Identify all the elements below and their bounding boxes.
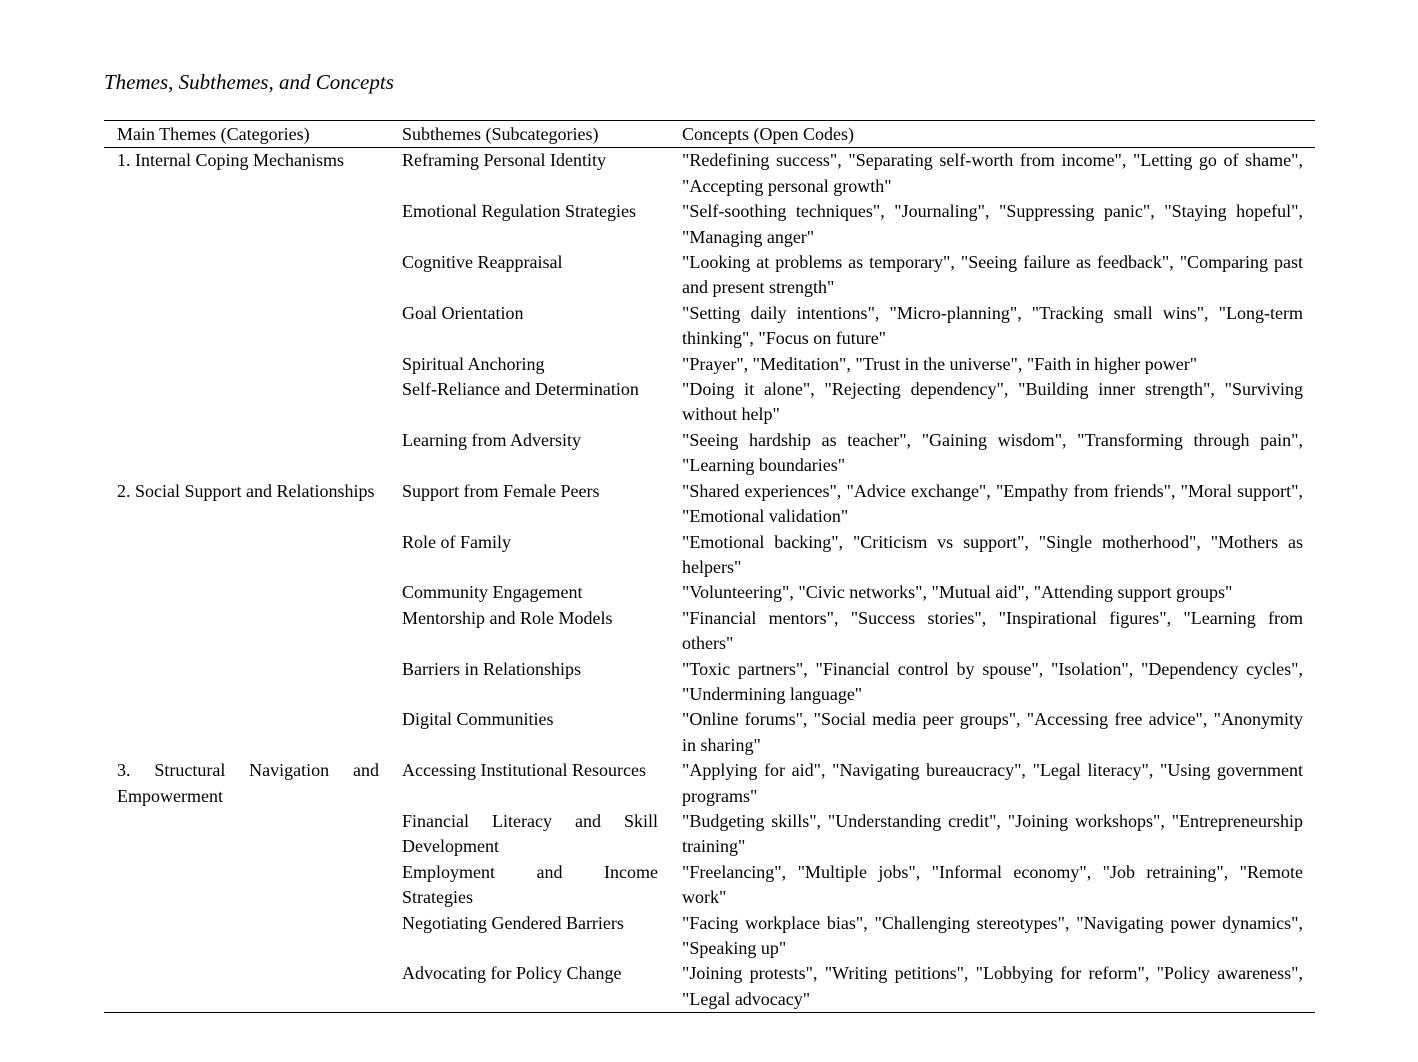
concepts-cell: "Volunteering", "Civic networks", "Mutual aid", "Attending support groups": [682, 582, 1233, 603]
header-concepts: Concepts (Open Codes): [682, 124, 854, 144]
table-row: [104, 479, 1315, 530]
table-row: [104, 530, 1315, 581]
theme-cell: [104, 530, 402, 581]
subtheme-cell: Role of Family: [402, 531, 511, 552]
subtheme-cell: Accessing Institutional Resources: [402, 760, 646, 781]
concepts-cell: "Doing it alone", "Rejecting dependency", "Building inner strength", "Surviving without help": [682, 379, 1303, 425]
table-body: [104, 148, 1315, 1013]
table-caption: Themes, Subthemes, and Concepts: [104, 70, 394, 94]
table-row: [104, 428, 1315, 479]
subtheme-cell: Emotional Regulation Strategies: [402, 201, 636, 222]
subtheme-cell: Digital Communities: [402, 709, 554, 730]
concepts-cell: "Prayer", "Meditation", "Trust in the universe", "Faith in higher power": [682, 353, 1198, 374]
subtheme-cell: Spiritual Anchoring: [402, 353, 545, 374]
concepts-cell: "Applying for aid", "Navigating bureaucracy", "Legal literacy", "Using government programs": [682, 760, 1303, 806]
theme-cell: [104, 911, 402, 962]
themes-table-container: [104, 120, 1315, 1013]
theme-cell: 2. Social Support and Relationships: [117, 480, 375, 501]
concepts-cell: "Online forums", "Social media peer groups", "Accessing free advice", "Anonymity in sharing": [682, 709, 1303, 755]
table-row: [104, 860, 1315, 911]
header-main-themes: Main Themes (Categories): [117, 124, 310, 144]
concepts-cell: "Setting daily intentions", "Micro-planning", "Tracking small wins", "Long-term thinking", "Focus on future": [682, 302, 1303, 349]
theme-cell: [104, 961, 402, 1012]
concepts-cell: "Shared experiences", "Advice exchange", "Empathy from friends", "Moral support", "Emotional validation": [682, 480, 1303, 527]
header-row: [104, 121, 1315, 148]
table-row: [104, 199, 1315, 250]
table-row: [104, 377, 1315, 428]
table-row: [104, 657, 1315, 708]
table-row: [104, 911, 1315, 962]
themes-table: [104, 120, 1315, 1013]
table-row: [104, 580, 1315, 605]
subtheme-cell: Self-Reliance and Determination: [402, 379, 639, 400]
theme-cell: [104, 199, 402, 250]
theme-cell: [104, 377, 402, 428]
concepts-cell: "Looking at problems as temporary", "Seeing failure as feedback", "Comparing past and present strength": [682, 252, 1303, 298]
subtheme-cell: Financial Literacy and Skill Development: [402, 810, 658, 857]
theme-cell: [104, 860, 402, 911]
theme-cell: [104, 707, 402, 758]
theme-cell: [104, 657, 402, 708]
table-row: [104, 758, 1315, 809]
subtheme-cell: Mentorship and Role Models: [402, 607, 613, 628]
table-row: [104, 301, 1315, 352]
subtheme-cell: Negotiating Gendered Barriers: [402, 912, 624, 933]
subtheme-cell: Goal Orientation: [402, 302, 524, 323]
theme-cell: [104, 250, 402, 301]
concepts-cell: "Emotional backing", "Criticism vs support", "Single motherhood", "Mothers as helpers": [682, 531, 1303, 577]
table-row: [104, 352, 1315, 377]
subtheme-cell: Advocating for Policy Change: [402, 963, 622, 984]
concepts-cell: "Budgeting skills", "Understanding credit", "Joining workshops", "Entrepreneurship training": [682, 810, 1303, 857]
table-header: [104, 121, 1315, 148]
concepts-cell: "Redefining success", "Separating self-worth from income", "Letting go of shame", "Accepting personal growth": [682, 150, 1303, 196]
table-row: [104, 961, 1315, 1012]
concepts-cell: "Joining protests", "Writing petitions", "Lobbying for reform", "Policy awareness", "Legal advocacy": [682, 963, 1303, 1009]
theme-cell: [104, 580, 402, 605]
concepts-cell: "Self-soothing techniques", "Journaling", "Suppressing panic", "Staying hopeful", "Managing anger": [682, 201, 1303, 247]
table-row: [104, 707, 1315, 758]
concepts-cell: "Financial mentors", "Success stories", "Inspirational figures", "Learning from others": [682, 607, 1303, 654]
table-row: [104, 809, 1315, 860]
subtheme-cell: Cognitive Reappraisal: [402, 252, 563, 273]
table-row: [104, 606, 1315, 657]
theme-cell: 3. Structural Navigation and Empowerment: [117, 760, 379, 806]
subtheme-cell: Learning from Adversity: [402, 429, 581, 450]
theme-cell: 1. Internal Coping Mechanisms: [117, 150, 344, 171]
theme-cell: [104, 428, 402, 479]
subtheme-cell: Support from Female Peers: [402, 480, 600, 501]
subtheme-cell: Reframing Personal Identity: [402, 150, 606, 171]
subtheme-cell: Barriers in Relationships: [402, 658, 581, 679]
theme-cell: [104, 301, 402, 352]
table-row: [104, 148, 1315, 199]
theme-cell: [104, 352, 402, 377]
header-subthemes: Subthemes (Subcategories): [402, 124, 599, 144]
concepts-cell: "Freelancing", "Multiple jobs", "Informal economy", "Job retraining", "Remote work": [682, 861, 1303, 908]
subtheme-cell: Community Engagement: [402, 582, 583, 603]
concepts-cell: "Seeing hardship as teacher", "Gaining wisdom", "Transforming through pain", "Learning boundaries": [682, 429, 1303, 476]
theme-cell: [104, 606, 402, 657]
theme-cell: [104, 809, 402, 860]
subtheme-cell: Employment and Income Strategies: [402, 861, 658, 908]
concepts-cell: "Toxic partners", "Financial control by spouse", "Isolation", "Dependency cycles", "Undermining language": [682, 658, 1303, 704]
concepts-cell: "Facing workplace bias", "Challenging stereotypes", "Navigating power dynamics", "Speaking up": [682, 912, 1303, 958]
table-row: [104, 250, 1315, 301]
